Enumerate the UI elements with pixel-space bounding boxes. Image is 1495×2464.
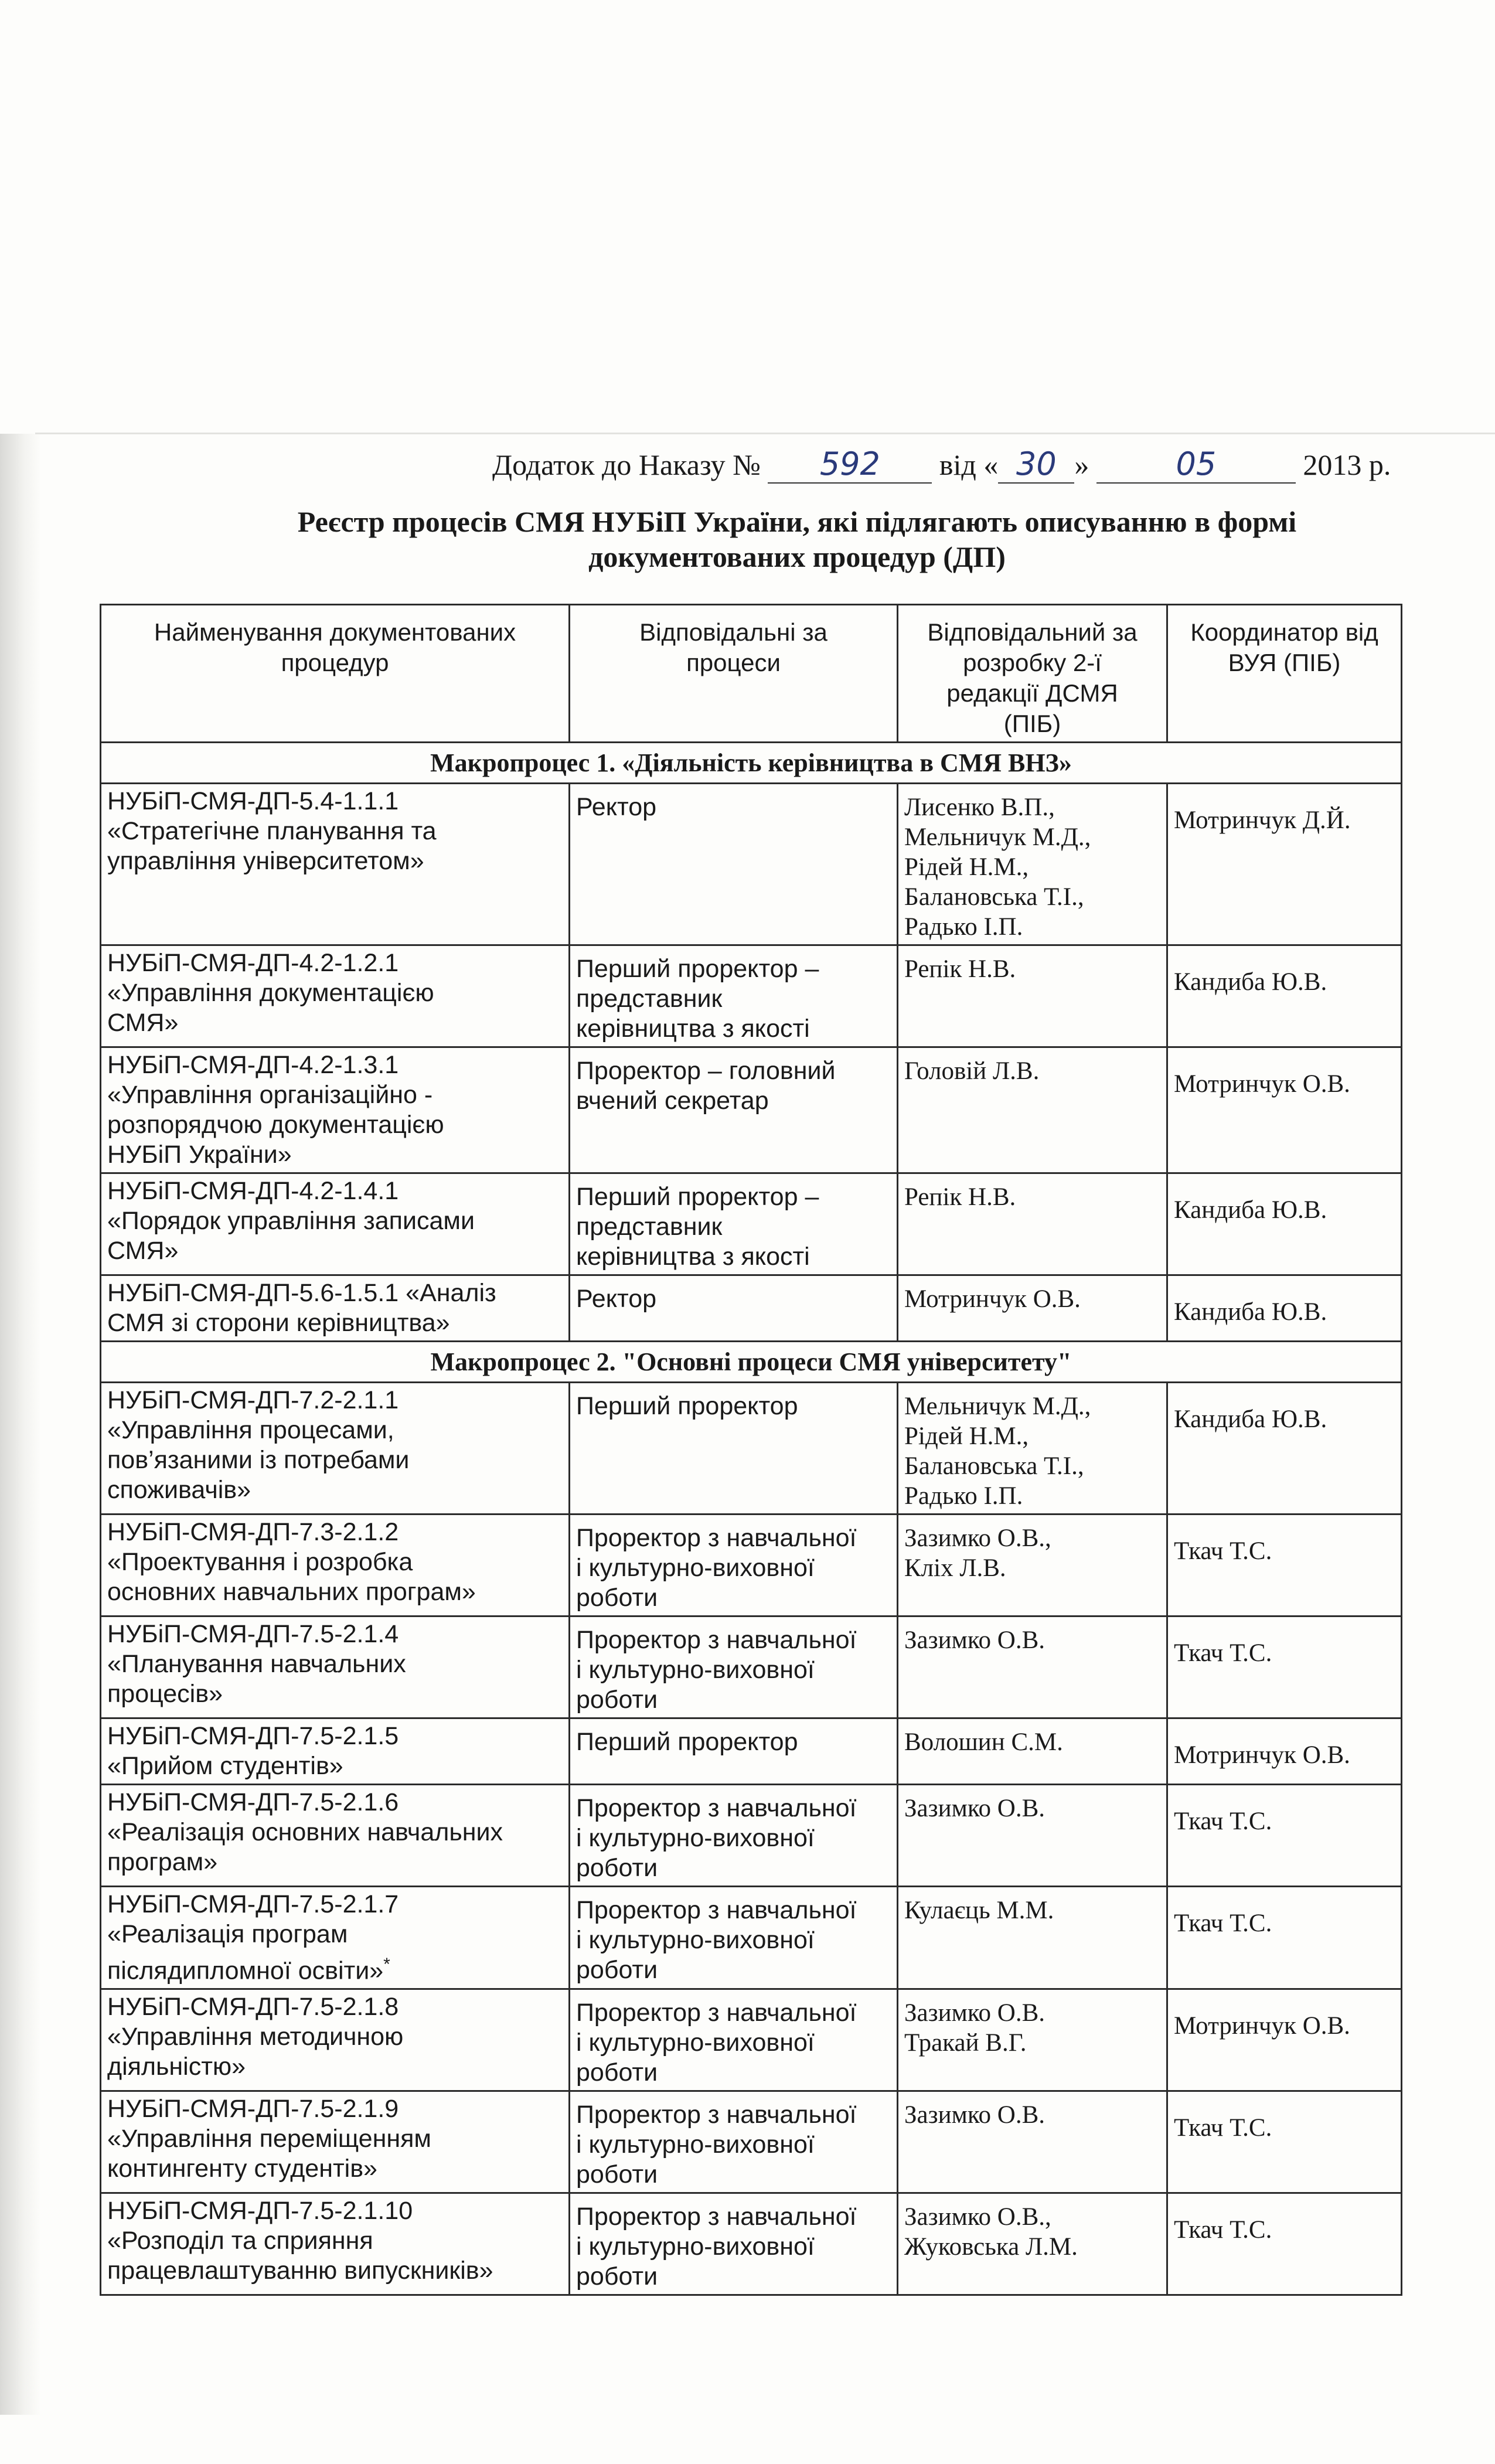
text-line: Ткач Т.С. — [1174, 2114, 1272, 2142]
text-line: «Реалізація основних навчальних — [107, 1818, 503, 1846]
procedure-cell — [101, 1515, 570, 1616]
developer-cell — [898, 1275, 1167, 1342]
responsible-cell — [570, 1718, 898, 1785]
text-line: розробку 2-ї — [963, 649, 1102, 676]
table-row — [101, 784, 1402, 945]
text-line: Проректор з навчальної — [576, 2101, 857, 2129]
text-line: Балановська Т.І., — [904, 1452, 1084, 1480]
text-line: основних навчальних програм» — [107, 1578, 476, 1606]
text-line: Проректор з навчальної — [576, 1626, 857, 1654]
procedure-cell — [101, 784, 570, 945]
text-line: діяльністю» — [107, 2053, 246, 2081]
responsible-cell — [570, 1616, 898, 1718]
developer-cell — [898, 2091, 1167, 2193]
text-line: Балановська Т.І., — [904, 883, 1084, 911]
page-top-edge — [35, 433, 1495, 434]
text-line: НУБіП-СМЯ-ДП-7.5-2.1.6 — [107, 1788, 399, 1816]
coordinator-cell — [1167, 1047, 1402, 1173]
procedure-cell — [101, 1989, 570, 2091]
text-line: Кандиба Ю.В. — [1174, 1298, 1327, 1326]
coordinator-cell — [1167, 1173, 1402, 1275]
responsible-cell — [570, 784, 898, 945]
text-line: СМЯ» — [107, 1237, 179, 1265]
text-line: Проректор з навчальної — [576, 2203, 857, 2231]
text-line: управління університетом» — [107, 847, 424, 875]
text-line: процедур — [281, 649, 389, 676]
text-line: НУБіП-СМЯ-ДП-4.2-1.2.1 — [107, 949, 399, 977]
responsible-cell — [570, 1887, 898, 1989]
text-line: НУБіП-СМЯ-ДП-4.2-1.4.1 — [107, 1177, 399, 1205]
coordinator-cell — [1167, 2193, 1402, 2295]
text-line: «Управління процесами, — [107, 1416, 394, 1444]
procedure-cell — [101, 1616, 570, 1718]
text-line: і культурно-виховної — [576, 2232, 815, 2261]
text-line: керівництва з якості — [576, 1243, 810, 1271]
text-line: «Планування навчальних — [107, 1650, 406, 1678]
procedure-cell — [101, 1785, 570, 1887]
table-row — [101, 1718, 1402, 1785]
text-line: керівництва з якості — [576, 1015, 810, 1043]
text-line: НУБіП-СМЯ-ДП-7.5-2.1.8 — [107, 1993, 399, 2021]
table-row — [101, 2193, 1402, 2295]
date-close: » — [1074, 448, 1089, 481]
procedure-cell — [101, 1383, 570, 1515]
developer-cell — [898, 1616, 1167, 1718]
table-row — [101, 1383, 1402, 1515]
text-line: Зазимко О.В. — [904, 1626, 1046, 1654]
macro-process-1: Макропроцес 1. «Діяльність керівництва в СМЯ ВНЗ» — [101, 743, 1402, 784]
text-line: програм» — [107, 1848, 218, 1876]
title-line-2: документованих процедур (ДП) — [588, 540, 1006, 573]
table-row — [101, 1887, 1402, 1989]
text-line: (ПІБ) — [1003, 710, 1061, 737]
responsible-cell — [570, 1989, 898, 2091]
procedure-cell — [101, 1887, 570, 1989]
table-row — [101, 1989, 1402, 2091]
text-line: пов’язаними із потребами — [107, 1446, 410, 1474]
text-line: СМЯ зі сторони керівництва» — [107, 1309, 450, 1337]
text-line: Координатор від — [1190, 618, 1378, 646]
text-line: Волошин С.М. — [904, 1728, 1063, 1756]
table-row — [101, 1047, 1402, 1173]
text-line: Проректор з навчальної — [576, 1794, 857, 1822]
month-blank — [1096, 445, 1296, 484]
title-line-1: Реєстр процесів СМЯ НУБіП України, які підлягають описуванню в формі — [297, 505, 1297, 538]
text-line: Ткач Т.С. — [1174, 1537, 1272, 1565]
order-reference-line — [492, 445, 1442, 484]
developer-cell — [898, 1383, 1167, 1515]
developer-cell — [898, 1515, 1167, 1616]
procedure-cell — [101, 1173, 570, 1275]
text-line: Радько І.П. — [904, 1482, 1023, 1510]
text-line: СМЯ» — [107, 1009, 179, 1037]
text-line: НУБіП-СМЯ-ДП-4.2-1.3.1 — [107, 1051, 399, 1079]
text-line: і культурно-виховної — [576, 1824, 815, 1852]
developer-cell — [898, 1047, 1167, 1173]
text-line: «Прийом студентів» — [107, 1752, 343, 1780]
text-line: НУБіП-СМЯ-ДП-7.2-2.1.1 — [107, 1386, 399, 1414]
order-year: 2013 р. — [1303, 448, 1391, 481]
text-line: Кандиба Ю.В. — [1174, 1405, 1327, 1433]
text-line: «Управління переміщенням — [107, 2125, 431, 2153]
document-title — [281, 504, 1313, 574]
order-number-blank — [768, 445, 932, 484]
text-line: і культурно-виховної — [576, 1554, 815, 1582]
order-day: 30 — [1016, 445, 1057, 482]
table-row — [101, 1616, 1402, 1718]
coordinator-cell — [1167, 1383, 1402, 1515]
procedure-cell — [101, 2091, 570, 2193]
coordinator-cell — [1167, 1515, 1402, 1616]
coordinator-cell — [1167, 1275, 1402, 1342]
text-line: Проректор з навчальної — [576, 1999, 857, 2027]
text-line: НУБіП-СМЯ-ДП-7.5-2.1.7 — [107, 1890, 399, 1918]
text-line: «Реалізація програм — [107, 1920, 348, 1948]
text-line: і культурно-виховної — [576, 2131, 815, 2159]
developer-cell — [898, 1173, 1167, 1275]
procedure-cell — [101, 945, 570, 1047]
text-line: Мотринчук О.В. — [1174, 1741, 1350, 1769]
responsible-cell — [570, 1173, 898, 1275]
text-line: процеси — [686, 649, 781, 676]
responsible-cell — [570, 945, 898, 1047]
macro-process-1-row — [101, 743, 1402, 784]
text-line: «Управління організаційно - — [107, 1081, 433, 1109]
text-line: «Розподіл та сприяння — [107, 2227, 373, 2255]
coordinator-cell — [1167, 1887, 1402, 1989]
text-line: Ткач Т.С. — [1174, 1639, 1272, 1667]
text-line: вчений секретар — [576, 1087, 769, 1115]
text-line: Радько І.П. — [904, 913, 1023, 941]
coordinator-cell — [1167, 2091, 1402, 2193]
coordinator-cell — [1167, 945, 1402, 1047]
text-line: роботи — [576, 1686, 658, 1714]
scan-edge-shadow — [0, 434, 41, 2415]
text-line: працевлаштуванню випускників» — [107, 2257, 493, 2285]
text-line: Головій Л.В. — [904, 1057, 1040, 1085]
text-line: Кліх Л.В. — [904, 1554, 1006, 1582]
developer-cell — [898, 1887, 1167, 1989]
coordinator-cell — [1167, 1785, 1402, 1887]
procedure-cell — [101, 2193, 570, 2295]
text-line: Перший проректор — [576, 1392, 798, 1420]
text-line: редакції ДСМЯ — [946, 679, 1118, 707]
text-line: Проректор з навчальної — [576, 1524, 857, 1552]
text-line: Тракай В.Г. — [904, 2029, 1027, 2057]
text-line: Кулаєць М.М. — [904, 1897, 1054, 1924]
header-responsible — [570, 605, 898, 743]
text-line: споживачів» — [107, 1476, 251, 1504]
text-line: Перший проректор – — [576, 1183, 819, 1211]
text-line: процесів» — [107, 1680, 223, 1708]
developer-cell — [898, 1989, 1167, 2091]
text-line: роботи — [576, 2262, 658, 2291]
text-line: Зазимко О.В. — [904, 2101, 1046, 2129]
responsible-cell — [570, 2091, 898, 2193]
text-line: роботи — [576, 2160, 658, 2189]
text-line: Перший проректор — [576, 1728, 798, 1756]
text-line: Зазимко О.В., — [904, 2203, 1051, 2231]
responsible-cell — [570, 2193, 898, 2295]
text-line: Мельничук М.Д., — [904, 823, 1091, 851]
text-line: НУБіП-СМЯ-ДП-7.5-2.1.10 — [107, 2197, 413, 2225]
text-line: роботи — [576, 1584, 658, 1612]
macro-process-2: Макропроцес 2. "Основні процеси СМЯ університету" — [101, 1342, 1402, 1383]
text-line: «Управління документацією — [107, 979, 434, 1007]
text-line: НУБіП-СМЯ-ДП-7.3-2.1.2 — [107, 1518, 399, 1546]
table-row — [101, 1515, 1402, 1616]
date-from: від « — [939, 448, 999, 481]
text-line: ВУЯ (ПІБ) — [1228, 649, 1341, 676]
text-line: Мотринчук О.В. — [1174, 2012, 1350, 2040]
text-line: контингенту студентів» — [107, 2155, 377, 2183]
responsible-cell — [570, 1047, 898, 1173]
text-line: Кандиба Ю.В. — [1174, 968, 1327, 996]
footnote-asterisk: * — [383, 1955, 390, 1974]
text-line: Мотринчук О.В. — [1174, 1070, 1350, 1098]
responsible-cell — [570, 1383, 898, 1515]
text-line: Зазимко О.В. — [904, 1999, 1046, 2027]
text-line: НУБіП-СМЯ-ДП-7.5-2.1.9 — [107, 2095, 399, 2123]
text-line: роботи — [576, 2058, 658, 2087]
order-month: 05 — [1176, 445, 1217, 482]
developer-cell — [898, 1785, 1167, 1887]
text-line: Відповідальні за — [639, 618, 827, 646]
text-line: Мельничук М.Д., — [904, 1393, 1091, 1420]
coordinator-cell — [1167, 784, 1402, 945]
text-line: Мотринчук О.В. — [904, 1285, 1081, 1313]
text-line: Рідей Н.М., — [904, 1422, 1029, 1450]
procedure-cell — [101, 1718, 570, 1785]
responsible-cell — [570, 1785, 898, 1887]
text-line: післядипломної освіти»* — [107, 1955, 390, 1985]
text-line: «Управління методичною — [107, 2023, 404, 2051]
table-row — [101, 1173, 1402, 1275]
procedure-cell — [101, 1275, 570, 1342]
procedure-cell — [101, 1047, 570, 1173]
text-line: Жуковська Л.М. — [904, 2233, 1078, 2261]
text-line: роботи — [576, 1956, 658, 1984]
text-line: НУБіП-СМЯ-ДП-7.5-2.1.4 — [107, 1620, 399, 1648]
order-prefix: Додаток до Наказу № — [492, 448, 761, 481]
coordinator-cell — [1167, 1989, 1402, 2091]
coordinator-cell — [1167, 1718, 1402, 1785]
developer-cell — [898, 784, 1167, 945]
header-coordinator — [1167, 605, 1402, 743]
text-line: і культурно-виховної — [576, 1926, 815, 1954]
text-line: Відповідальний за — [927, 618, 1138, 646]
text-line: НУБіП України» — [107, 1141, 292, 1169]
text-line: і культурно-виховної — [576, 2029, 815, 2057]
text-line: Репік Н.В. — [904, 1183, 1016, 1211]
table-row — [101, 945, 1402, 1047]
header-developer — [898, 605, 1167, 743]
text-line: Проректор – головний — [576, 1057, 836, 1085]
macro-process-2-row — [101, 1342, 1402, 1383]
text-line: Лисенко В.П., — [904, 794, 1055, 821]
text-line: Найменування документованих — [154, 618, 516, 646]
text-line: НУБіП-СМЯ-ДП-5.4-1.1.1 — [107, 787, 399, 815]
text-line: Ткач Т.С. — [1174, 1910, 1272, 1937]
text-line: і культурно-виховної — [576, 1656, 815, 1684]
text-line: Ткач Т.С. — [1174, 2216, 1272, 2244]
coordinator-cell — [1167, 1616, 1402, 1718]
text-line: «Стратегічне планування та — [107, 817, 437, 845]
text-line: Перший проректор – — [576, 955, 819, 983]
text-line: представник — [576, 985, 723, 1013]
developer-cell — [898, 2193, 1167, 2295]
text-line: «Проектування і розробка — [107, 1548, 413, 1576]
process-register-table — [100, 604, 1402, 2296]
table-header-row — [101, 605, 1402, 743]
text-line: Ректор — [576, 1285, 657, 1313]
developer-cell — [898, 1718, 1167, 1785]
text-line: Проректор з навчальної — [576, 1896, 857, 1924]
text-line: Ткач Т.С. — [1174, 1808, 1272, 1835]
developer-cell — [898, 945, 1167, 1047]
text-line: роботи — [576, 1854, 658, 1882]
responsible-cell — [570, 1275, 898, 1342]
order-number: 592 — [819, 445, 880, 482]
table-row — [101, 1785, 1402, 1887]
text-line: Рідей Н.М., — [904, 853, 1029, 881]
text-line: Зазимко О.В. — [904, 1795, 1046, 1822]
text-line: Ректор — [576, 793, 657, 821]
text-line: Мотринчук Д.Й. — [1174, 806, 1351, 834]
header-procedure-name — [101, 605, 570, 743]
text-line: Репік Н.В. — [904, 955, 1016, 983]
text-line: НУБіП-СМЯ-ДП-5.6-1.5.1 «Аналіз — [107, 1279, 496, 1307]
text-line: розпорядчою документацією — [107, 1111, 444, 1139]
table-row — [101, 1275, 1402, 1342]
table-row — [101, 2091, 1402, 2193]
day-blank — [998, 445, 1074, 484]
text-line: НУБіП-СМЯ-ДП-7.5-2.1.5 — [107, 1722, 399, 1750]
text-line: представник — [576, 1213, 723, 1241]
text-line: Зазимко О.В., — [904, 1524, 1051, 1552]
text-line: Кандиба Ю.В. — [1174, 1196, 1327, 1224]
responsible-cell — [570, 1515, 898, 1616]
text-line: «Порядок управління записами — [107, 1207, 475, 1235]
